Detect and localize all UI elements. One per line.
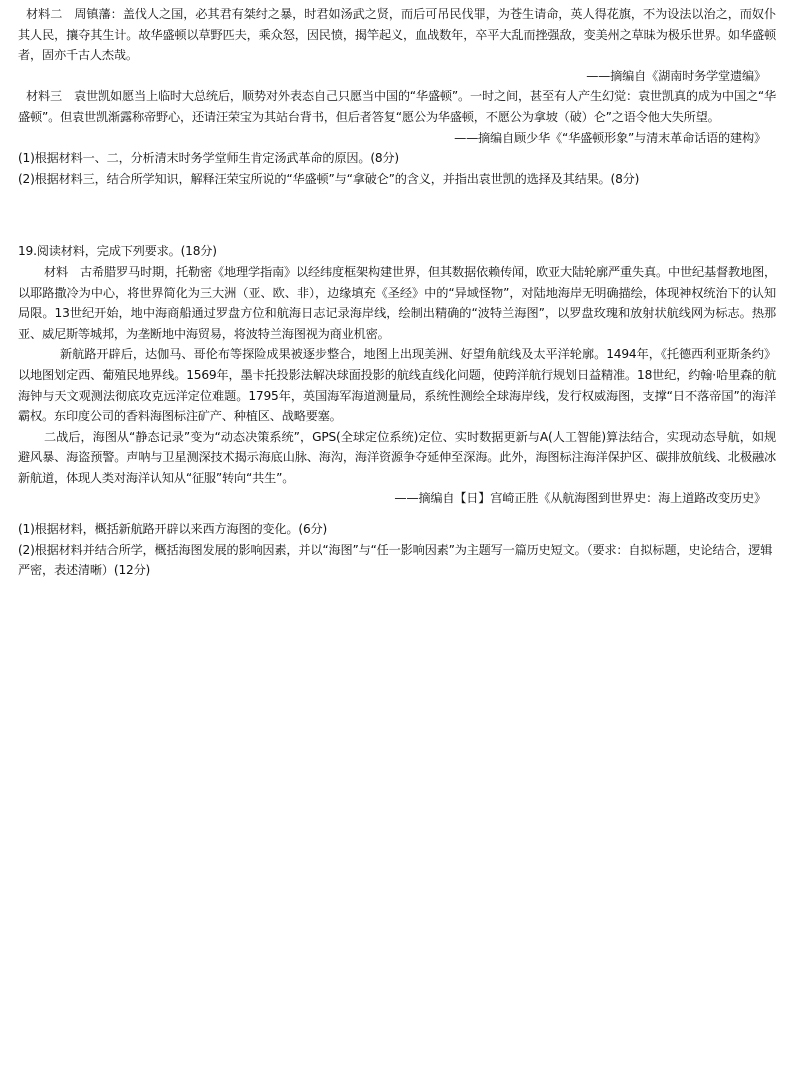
material-2-source: ——摘编自《湖南时务学堂遗编》 [586, 68, 766, 83]
spacer [18, 189, 776, 241]
material-2-paragraph [18, 4, 776, 66]
question-18-2: (2)根据材料三，结合所学知识，解释汪荣宝所说的“华盛顿”与“拿破仑”的含义，并指出袁世凯的选择及其结果。(8分) [18, 171, 640, 186]
material-paragraph-2: 新航路开辟后，达伽马、哥伦布等探险成果被逐步整合，地图上出现美洲、好望角航线及太平洋轮廓。1494年，《托德西利亚斯条约》以地图划定西、葡殖民地界线。1569年，墨卡托投影法解决球面投影的航线直线化问题，使跨洋航行规划日益精准。18世纪，约翰·哈里森的航海钟与天文观测法彻底攻克远洋定位难题。1795年，英国海军海道测量局，系统性测绘全球海岸线，发行权威海图，支撑“日不落帝国”的海洋霸权。东印度公司的香料海图标注矿产、种植区、战略要塞。 [18, 347, 776, 424]
spacer [18, 509, 776, 519]
material-2-text: 周镇藩：盖伐人之国，必其君有桀纣之暴，时君如汤武之贤，而后可吊民伐罪，为苍生请命，英人得花旗，不为设法以治之，而奴仆其人民，攘夺其生计。故华盛顿以草野匹夫，乘众怒，因民愤，揭竿起义，血战数年，卒平大乱而挫强敌，变美州之草昧为极乐世界。如华盛顿者，固亦千古人杰哉。 [18, 7, 776, 63]
material-3-label: 材料三 [26, 89, 62, 104]
question-19-1: (1)根据材料，概括新航路开辟以来西方海图的变化。(6分) [18, 522, 328, 537]
material-2-label: 材料二 [26, 7, 63, 21]
question-19-heading: 19.阅读材料，完成下列要求。(18分) [18, 244, 217, 259]
question-19-2: (2)根据材料并结合所学，概括海图发展的影响因素，并以“海图”与“任一影响因素”为主题写一篇历史短文。（要求：自拟标题，史论结合，逻辑严密，表述清晰）(12分) [18, 542, 773, 578]
material-3-source: ——摘编自顾少华《“华盛顿形象”与清末革命话语的建构》 [454, 130, 766, 145]
material-paragraph-1 [18, 262, 776, 344]
exam-page [18, 4, 776, 581]
material-paragraph-1-text: 古希腊罗马时期，托勒密《地理学指南》以经纬度框架构建世界，但其数据依赖传闻，欧亚大陆轮廓严重失真。中世纪基督教地图，以耶路撒冷为中心，将世界简化为三大洲（亚、欧、非），边缘填充《圣经》中的“异域怪物”，对陆地海岸无明确描绘，体现神权统治下的认知局限。13世纪开始，地中海商船通过罗盘方位和航海日志记录海岸线，绘制出精确的“波特兰海图”，以罗盘玫瑰和放射状航线网为标志。热那亚、威尼斯等城邦，为垄断地中海贸易，将波特兰海图视为商业机密。 [18, 264, 776, 341]
material-paragraph-3: 二战后，海图从“静态记录”变为“动态决策系统”，GPS(全球定位系统)定位、实时数据更新与A(人工智能)算法结合，实现动态导航，如规避风暴、海盗预警。声呐与卫星测深技术揭示海底山脉、海沟，海洋资源争夺延伸至深海。此外，海图标注海洋保护区、碳排放航线、北极融冰新航道，体现人类对海洋认知从“征服”转向“共生”。 [18, 429, 776, 485]
material-source: ——摘编自【日】宫崎正胜《从航海图到世界史：海上道路改变历史》 [394, 491, 766, 506]
material-3-paragraph [18, 86, 776, 127]
question-18-1: (1)根据材料一、二，分析清末时务学堂师生肯定汤武革命的原因。(8分) [18, 151, 399, 166]
material-3-text: 袁世凯如愿当上临时大总统后，顺势对外表态自己只愿当中国的“华盛顿”。一时之间，甚至有人产生幻觉：袁世凯真的成为中国之“华盛顿”。但袁世凯渐露称帝野心，还请汪荣宝为其站台背书，但后者答复“愿公为华盛顿，不愿公为拿坡（破）仑”之语令他大失所望。 [18, 89, 776, 124]
material-label: 材料 [44, 264, 68, 279]
